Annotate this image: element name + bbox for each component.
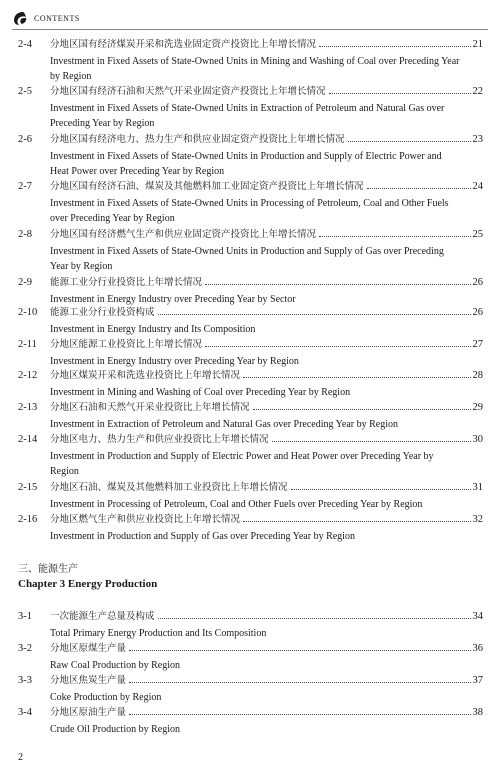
entry-page: 31 xyxy=(472,482,483,493)
leader-dots xyxy=(129,714,470,715)
entry-title-zh: 分地区能源工业投资比上年增长情况 xyxy=(50,339,203,350)
entry-page: 22 xyxy=(472,86,483,97)
entry-number: 2-10 xyxy=(18,307,38,318)
entry-title-zh: 分地区燃气生产和供应业投资比上年增长情况 xyxy=(50,514,241,525)
entry-number: 3-4 xyxy=(18,707,32,718)
entry-number: 2-15 xyxy=(18,482,38,493)
page-number: 2 xyxy=(18,752,23,763)
header-rule xyxy=(12,29,488,30)
entry-number: 2-11 xyxy=(18,339,37,350)
entry-page: 26 xyxy=(472,307,483,318)
entry-page: 25 xyxy=(472,229,483,240)
entry-title-en: Investment in Fixed Assets of State-Owned Units in Production and Supply of Electric Power and Heat Power over Preceding Year by Region xyxy=(50,151,442,177)
chapter-heading-zh: 三、能源生产 xyxy=(18,564,78,575)
entry-title-zh: 分地区国有经济煤炭开采和洗选业固定资产投资比上年增长情况 xyxy=(50,39,317,50)
entry-page: 37 xyxy=(472,675,483,686)
entry-number: 2-7 xyxy=(18,181,32,192)
leader-dots xyxy=(348,141,471,142)
entry-title-en: Coke Production by Region xyxy=(50,692,162,703)
leader-dots xyxy=(253,409,471,410)
entry-page: 30 xyxy=(472,434,483,445)
entry-page: 36 xyxy=(472,643,483,654)
leader-dots xyxy=(319,46,470,47)
entry-number: 2-4 xyxy=(18,39,32,50)
entry-page: 23 xyxy=(472,134,483,145)
entry-page: 27 xyxy=(472,339,483,350)
entry-page: 38 xyxy=(472,707,483,718)
leader-dots xyxy=(319,236,470,237)
header-label: CONTENTS xyxy=(34,13,80,23)
entry-title-en: Investment in Processing of Petroleum, Coal and Other Fuels over Preceding Year by Region xyxy=(50,499,423,510)
leader-dots xyxy=(243,521,470,522)
entry-number: 2-9 xyxy=(18,277,32,288)
entry-page: 26 xyxy=(472,277,483,288)
entry-title-en: Investment in Mining and Washing of Coal over Preceding Year by Region xyxy=(50,387,351,398)
entry-title-en: Total Primary Energy Production and Its Composition xyxy=(50,628,267,639)
leader-dots xyxy=(272,441,471,442)
entry-title-zh: 一次能源生产总量及构成 xyxy=(50,611,155,622)
entry-number: 2-13 xyxy=(18,402,38,413)
entry-number: 2-12 xyxy=(18,370,38,381)
leader-dots xyxy=(243,377,470,378)
leader-dots xyxy=(329,93,471,94)
entry-title-zh: 分地区石油和天然气开采业投资比上年增长情况 xyxy=(50,402,250,413)
entry-title-en: Investment in Energy Industry and Its Composition xyxy=(50,324,256,335)
entry-title-zh: 分地区国有经济石油和天然气开采业固定资产投资比上年增长情况 xyxy=(50,86,326,97)
entry-title-zh: 分地区国有经济燃气生产和供应业固定资产投资比上年增长情况 xyxy=(50,229,317,240)
entry-title-en: Raw Coal Production by Region xyxy=(50,660,180,671)
entry-title-zh: 能源工业分行业投资比上年增长情况 xyxy=(50,277,203,288)
leader-dots xyxy=(205,346,470,347)
entry-title-en: Crude Oil Production by Region xyxy=(50,724,180,735)
entry-page: 24 xyxy=(472,181,483,192)
entry-number: 2-16 xyxy=(18,514,38,525)
entry-title-en: Investment in Energy Industry over Preceding Year by Region xyxy=(50,356,299,367)
entry-title-en: Investment in Fixed Assets of State-Owned Units in Production and Supply of Gas over Preceding Year by Region xyxy=(50,246,444,272)
chapter-heading-en: Chapter 3 Energy Production xyxy=(18,578,158,590)
entry-title-zh: 分地区电力、热力生产和供应业投资比上年增长情况 xyxy=(50,434,269,445)
entry-title-en: Investment in Fixed Assets of State-Owned Units in Processing of Petroleum, Coal and Other Fuels over Preceding Year by Region xyxy=(50,198,449,224)
entry-title-zh: 分地区石油、煤炭及其他燃料加工业投资比上年增长情况 xyxy=(50,482,288,493)
entry-number: 2-14 xyxy=(18,434,38,445)
publisher-logo-icon xyxy=(12,10,28,26)
entry-title-zh: 分地区国有经济电力、热力生产和供应业固定资产投资比上年增长情况 xyxy=(50,134,345,145)
leader-dots xyxy=(367,188,471,189)
entry-title-en: Investment in Production and Supply of Electric Power and Heat Power over Preceding Year by Region xyxy=(50,451,434,477)
entry-number: 2-5 xyxy=(18,86,32,97)
entry-title-en: Investment in Energy Industry over Preceding Year by Sector xyxy=(50,294,296,305)
entry-number: 3-2 xyxy=(18,643,32,654)
entry-page: 21 xyxy=(472,39,483,50)
entry-title-zh: 分地区原煤生产量 xyxy=(50,643,127,654)
entry-page: 28 xyxy=(472,370,483,381)
running-header xyxy=(12,8,80,28)
leader-dots xyxy=(129,650,470,651)
leader-dots xyxy=(205,284,470,285)
entry-number: 2-6 xyxy=(18,134,32,145)
entry-title-zh: 分地区国有经济石油、煤炭及其他燃料加工业固定资产投资比上年增长情况 xyxy=(50,181,364,192)
entry-page: 32 xyxy=(472,514,483,525)
entry-title-zh: 分地区煤炭开采和洗选业投资比上年增长情况 xyxy=(50,370,241,381)
entry-page: 34 xyxy=(472,611,483,622)
entry-title-zh: 能源工业分行业投资构成 xyxy=(50,307,155,318)
leader-dots xyxy=(158,618,471,619)
entry-title-zh: 分地区焦炭生产量 xyxy=(50,675,127,686)
entry-title-en: Investment in Production and Supply of Gas over Preceding Year by Region xyxy=(50,531,355,542)
entry-title-en: Investment in Extraction of Petroleum and Natural Gas over Preceding Year by Region xyxy=(50,419,398,430)
leader-dots xyxy=(158,314,471,315)
leader-dots xyxy=(129,682,470,683)
entry-number: 3-3 xyxy=(18,675,32,686)
leader-dots xyxy=(291,489,471,490)
entry-number: 3-1 xyxy=(18,611,32,622)
entry-title-zh: 分地区原油生产量 xyxy=(50,707,127,718)
entry-page: 29 xyxy=(472,402,483,413)
entry-title-en: Investment in Fixed Assets of State-Owned Units in Mining and Washing of Coal over Preceding Year by Region xyxy=(50,56,460,82)
entry-title-en: Investment in Fixed Assets of State-Owned Units in Extraction of Petroleum and Natural Gas over Preceding Year by Region xyxy=(50,103,445,129)
entry-number: 2-8 xyxy=(18,229,32,240)
